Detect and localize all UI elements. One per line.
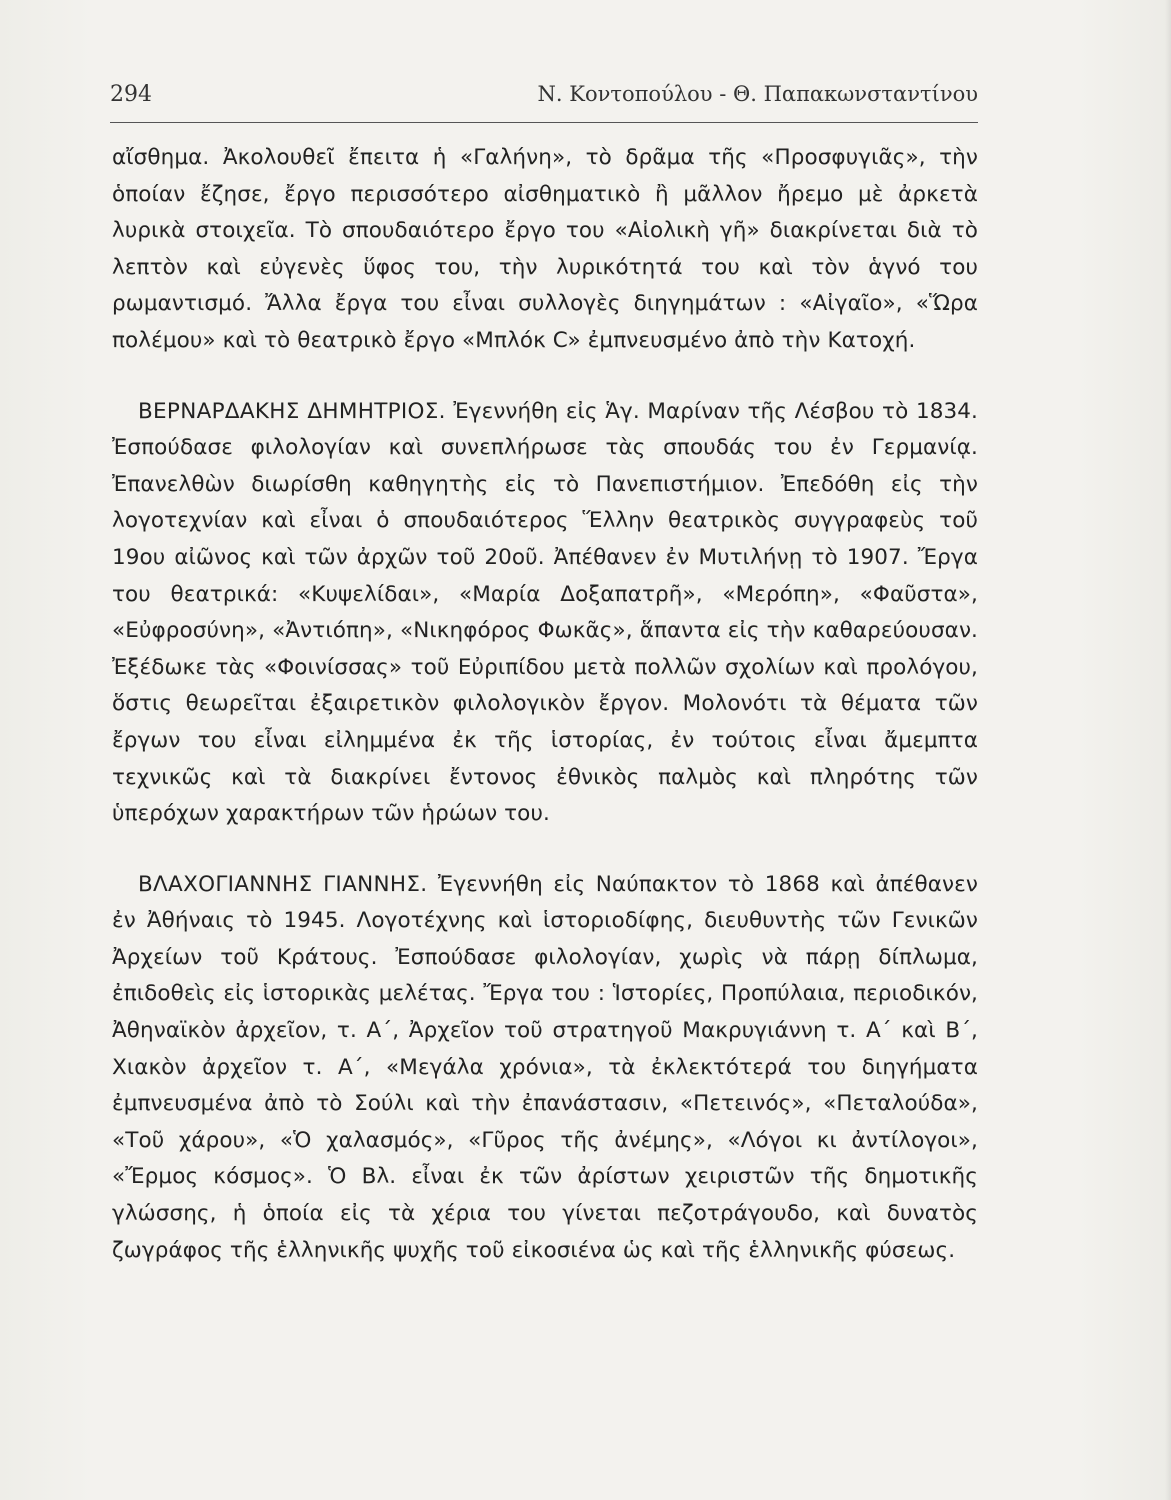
entry-heading: ΒΛΑΧΟΓΙΑΝΝΗΣ ΓΙΑΝΝΗΣ. [138, 871, 428, 897]
paragraph-continuation [112, 140, 978, 360]
running-head: Ν. Κοντοπούλου - Θ. Παπακωνσταντίνου [537, 82, 978, 106]
page-edge-shadow [1165, 0, 1171, 1500]
page-number: 294 [110, 82, 152, 107]
entry-heading: ΒΕΡΝΑΡΔΑΚΗΣ ΔΗΜΗΤΡΙΟΣ. [138, 398, 446, 424]
entry-text: Ἐγεννήθη εἰς Ναύπακτον τὸ 1868 καὶ ἀπέθανεν ἐν Ἀθήναις τὸ 1945. Λογοτέχνης καὶ ἱστοριοδίφης, διευθυντὴς τῶν Γενικῶν Ἀρχείων τοῦ Κράτους. Ἐσπούδασε φιλολογίαν, χωρὶς νὰ πάρῃ δίπλωμα, ἐπιδοθεὶς εἰς ἱστορικὰς μελέτας. Ἔργα του : Ἱστορίες, Προπύλαια, περιοδικόν, Ἀθηναϊκὸν ἀρχεῖον, τ. Α΄, Ἀρχεῖον τοῦ στρατηγοῦ Μακρυγιάννη τ. Α΄ καὶ Β΄, Χιακὸν ἀρχεῖον τ. Α΄, «Μεγάλα χρόνια», τὰ ἐκλεκτότερά του διηγήματα ἐμπνευσμένα ἀπὸ τὸ Σούλι καὶ τὴν ἐπανάστασιν, «Πετεινός», «Πεταλούδα», «Τοῦ χάρου», «Ὁ χαλασμός», «Γῦρος τῆς ἀνέμης», «Λόγοι κι ἀντίλογοι», «Ἔρμος κόσμος». Ὁ Βλ. εἶναι ἐκ τῶν ἀρίστων χειριστῶν τῆς δημοτικῆς γλώσσης, ἡ ὁποία εἰς τὰ χέρια του γίνεται πεζοτράγουδο, καὶ δυνατὸς ζωγράφος τῆς ἑλληνικῆς ψυχῆς τοῦ εἰκοσιένα ὡς καὶ τῆς ἑλληνικῆς φύσεως. [112, 871, 978, 1263]
entry-vlachogiannis [112, 867, 978, 1270]
page-body [112, 140, 978, 1269]
paragraph-text: αἴσθημα. Ἀκολουθεῖ ἔπειτα ἡ «Γαλήνη», τὸ δρᾶμα τῆς «Προσφυγιᾶς», τὴν ὁποίαν ἔζησε, ἔργο περισσότερο αἰσθηματικὸ ἢ μᾶλλον ἤρεμο μὲ ἀρκετὰ λυρικὰ στοιχεῖα. Τὸ σπουδαιότερο ἔργο του «Αἰολικὴ γῆ» διακρίνεται διὰ τὸ λεπτὸν καὶ εὐγενὲς ὕφος του, τὴν λυρικότητά του καὶ τὸν ἁγνό του ρωμαντισμό. Ἄλλα ἔργα του εἶναι συλλογὲς διηγημάτων : «Αἰγαῖο», «Ὥρα πολέμου» καὶ τὸ θεατρικὸ ἔργο «Μπλόκ C» ἐμπνευσμένο ἀπὸ τὴν Κατοχή. [112, 145, 978, 353]
entry-vernardakis [112, 394, 978, 833]
page-header [110, 82, 978, 123]
entry-text: Ἐγεννήθη εἰς Ἁγ. Μαρίναν τῆς Λέσβου τὸ 1834. Ἐσπούδασε φιλολογίαν καὶ συνεπλήρωσε τὰς σπουδάς του ἐν Γερμανίᾳ. Ἐπανελθὼν διωρίσθη καθηγητὴς εἰς τὸ Πανεπιστήμιον. Ἐπεδόθη εἰς τὴν λογοτεχνίαν καὶ εἶναι ὁ σπουδαιότερος Ἕλλην θεατρικὸς συγγραφεὺς τοῦ 19ου αἰῶνος καὶ τῶν ἀρχῶν τοῦ 20οῦ. Ἀπέθανεν ἐν Μυτιλήνῃ τὸ 1907. Ἔργα του θεατρικά: «Κυψελίδαι», «Μαρία Δοξαπατρῆ», «Μερόπη», «Φαῦστα», «Εὐφροσύνη», «Ἀντιόπη», «Νικηφόρος Φωκᾶς», ἅπαντα εἰς τὴν καθαρεύουσαν. Ἐξέδωκε τὰς «Φοινίσσας» τοῦ Εὐριπίδου μετὰ πολλῶν σχολίων καὶ προλόγου, ὅστις θεωρεῖται ἐξαιρετικὸν φιλολογικὸν ἔργον. Μολονότι τὰ θέματα τῶν ἔργων του εἶναι εἰλημμένα ἐκ τῆς ἱστορίας, ἐν τούτοις εἶναι ἄμεμπτα τεχνικῶς καὶ τὰ διακρίνει ἔντονος ἐθνικὸς παλμὸς καὶ πληρότης τῶν ὑπερόχων χαρακτήρων τῶν ἡρώων του. [112, 398, 978, 827]
